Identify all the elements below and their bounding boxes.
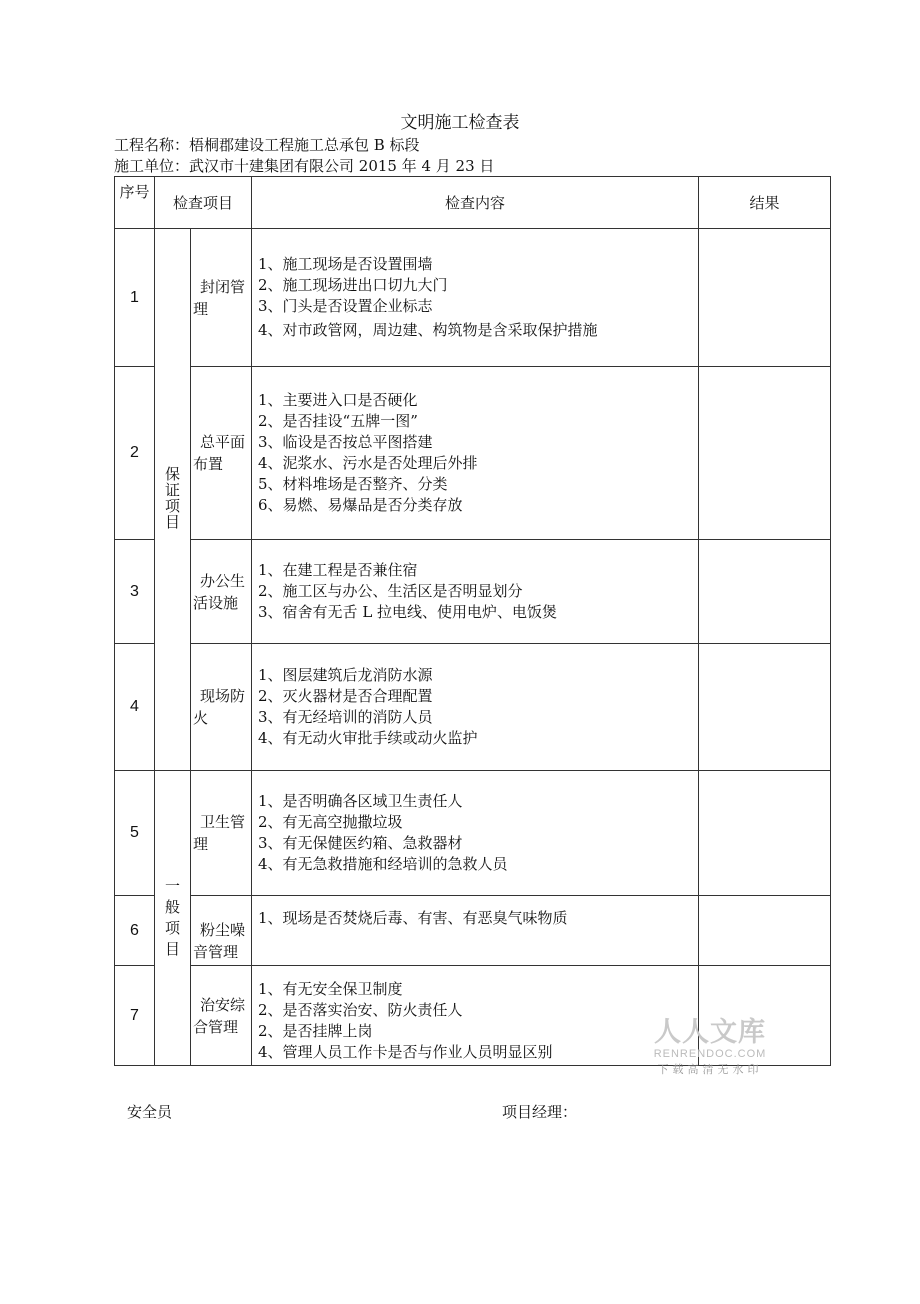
content-line: 3、有无保健医约箱、急救器材 bbox=[258, 834, 463, 852]
header-content: 检查内容 bbox=[252, 177, 699, 229]
row-item-label: 封闭管理 bbox=[193, 277, 246, 318]
content-line: 6、易燃、易爆品是否分类存放 bbox=[258, 496, 463, 514]
content-line: 3、临设是否按总平图搭建 bbox=[258, 433, 433, 451]
inspection-table bbox=[114, 176, 831, 1066]
content-line: 4、有无急救措施和经培训的急救人员 bbox=[258, 855, 508, 873]
table-row bbox=[115, 540, 831, 644]
project-name-line: 工程名称：梧桐郡建设工程施工总承包 B 标段 bbox=[114, 136, 420, 154]
content-line: 1、有无安全保卫制度 bbox=[258, 980, 403, 998]
table-header-row bbox=[115, 177, 831, 229]
row-item bbox=[191, 229, 252, 367]
row-item-label: 总平面布置 bbox=[193, 433, 246, 473]
row-result bbox=[699, 771, 831, 896]
table-row bbox=[115, 367, 831, 540]
row-item bbox=[191, 540, 252, 644]
content-line: 1、在建工程是否兼住宿 bbox=[258, 561, 418, 579]
row-content bbox=[252, 896, 699, 966]
row-seq: 3 bbox=[115, 540, 155, 644]
header-item: 检查项目 bbox=[155, 177, 252, 229]
row-content bbox=[252, 367, 699, 540]
category-general-label: 一般项目 bbox=[164, 877, 180, 958]
content-line: 4、有无动火审批手续或动火监护 bbox=[258, 729, 478, 747]
table-row bbox=[115, 644, 831, 771]
header-seq: 序号 bbox=[115, 177, 155, 229]
row-seq: 6 bbox=[115, 896, 155, 966]
content-line: 5、材料堆场是否整齐、分类 bbox=[258, 475, 448, 493]
content-line: 2、灭火器材是否合理配置 bbox=[258, 687, 433, 705]
row-result bbox=[699, 644, 831, 771]
row-seq: 1 bbox=[115, 229, 155, 367]
content-line: 1、施工现场是否设置围墙 bbox=[258, 255, 433, 273]
row-item-label: 治安综合管理 bbox=[193, 995, 246, 1036]
content-line: 1、图层建筑后龙消防水源 bbox=[258, 666, 433, 684]
table-row bbox=[115, 771, 831, 896]
row-result bbox=[699, 367, 831, 540]
row-content bbox=[252, 540, 699, 644]
row-seq: 4 bbox=[115, 644, 155, 771]
table-row bbox=[115, 229, 831, 367]
content-line: 2、有无高空抛撒垃圾 bbox=[258, 813, 403, 831]
content-line: 4、泥浆水、污水是否处理后外排 bbox=[258, 454, 478, 472]
row-item bbox=[191, 367, 252, 540]
row-item-label: 卫生管理 bbox=[193, 813, 246, 853]
watermark bbox=[645, 1018, 775, 1078]
content-line: 2、施工现场进出口切九大门 bbox=[258, 276, 448, 294]
content-line: 1、是否明确各区域卫生责任人 bbox=[258, 792, 463, 810]
content-line: 4、对市政管网，周边建、构筑物是含采取保护措施 bbox=[258, 321, 598, 339]
row-seq: 2 bbox=[115, 367, 155, 540]
content-line: 2、施工区与办公、生活区是否明显划分 bbox=[258, 582, 523, 600]
content-line: 3、宿舍有无舌 L 拉电线、使用电炉、电饭煲 bbox=[258, 603, 558, 621]
table-row bbox=[115, 896, 831, 966]
row-item-label: 现场防火 bbox=[193, 687, 246, 727]
row-item bbox=[191, 644, 252, 771]
document-title: 文明施工检查表 bbox=[400, 113, 520, 133]
project-manager-label: 项目经理： bbox=[502, 1103, 578, 1121]
row-item bbox=[191, 896, 252, 966]
safety-officer-label: 安全员 bbox=[127, 1103, 173, 1121]
content-line: 2、是否挂牌上岗 bbox=[258, 1022, 373, 1040]
content-line: 2、是否落实治安、防火责任人 bbox=[258, 1001, 463, 1019]
row-seq: 5 bbox=[115, 771, 155, 896]
row-item-label: 办公生活设施 bbox=[193, 571, 246, 612]
watermark-url: RENRENDOC.COM bbox=[653, 1048, 767, 1060]
category-guarantee-label: 保证项目 bbox=[163, 465, 181, 530]
content-line: 4、管理人员工作卡是否与作业人员明显区别 bbox=[258, 1043, 553, 1061]
row-content bbox=[252, 229, 699, 367]
row-item-label: 粉尘噪音管理 bbox=[193, 921, 246, 961]
content-line: 1、现场是否焚烧后毒、有害、有恶臭气味物质 bbox=[258, 909, 568, 927]
content-line: 3、有无经培训的消防人员 bbox=[258, 708, 433, 726]
row-item bbox=[191, 966, 252, 1066]
row-content bbox=[252, 771, 699, 896]
watermark-logo-text: 人人文库 bbox=[654, 1017, 766, 1048]
row-content bbox=[252, 966, 699, 1066]
category-general bbox=[155, 771, 191, 1066]
row-result bbox=[699, 540, 831, 644]
header-result: 结果 bbox=[699, 177, 831, 229]
row-seq: 7 bbox=[115, 966, 155, 1066]
content-line: 1、主要进入口是否硬化 bbox=[258, 391, 418, 409]
content-line: 3、门头是否设置企业标志 bbox=[258, 297, 433, 315]
construction-unit-line: 施工单位：武汉市十建集团有限公司 2015 年 4 月 23 日 bbox=[114, 157, 495, 175]
row-content bbox=[252, 644, 699, 771]
row-result bbox=[699, 896, 831, 966]
row-item bbox=[191, 771, 252, 896]
content-line: 2、是否挂设“五牌一图” bbox=[258, 412, 418, 430]
watermark-tagline: 下载高清无水印 bbox=[657, 1063, 763, 1076]
category-guarantee bbox=[155, 229, 191, 771]
row-result bbox=[699, 229, 831, 367]
